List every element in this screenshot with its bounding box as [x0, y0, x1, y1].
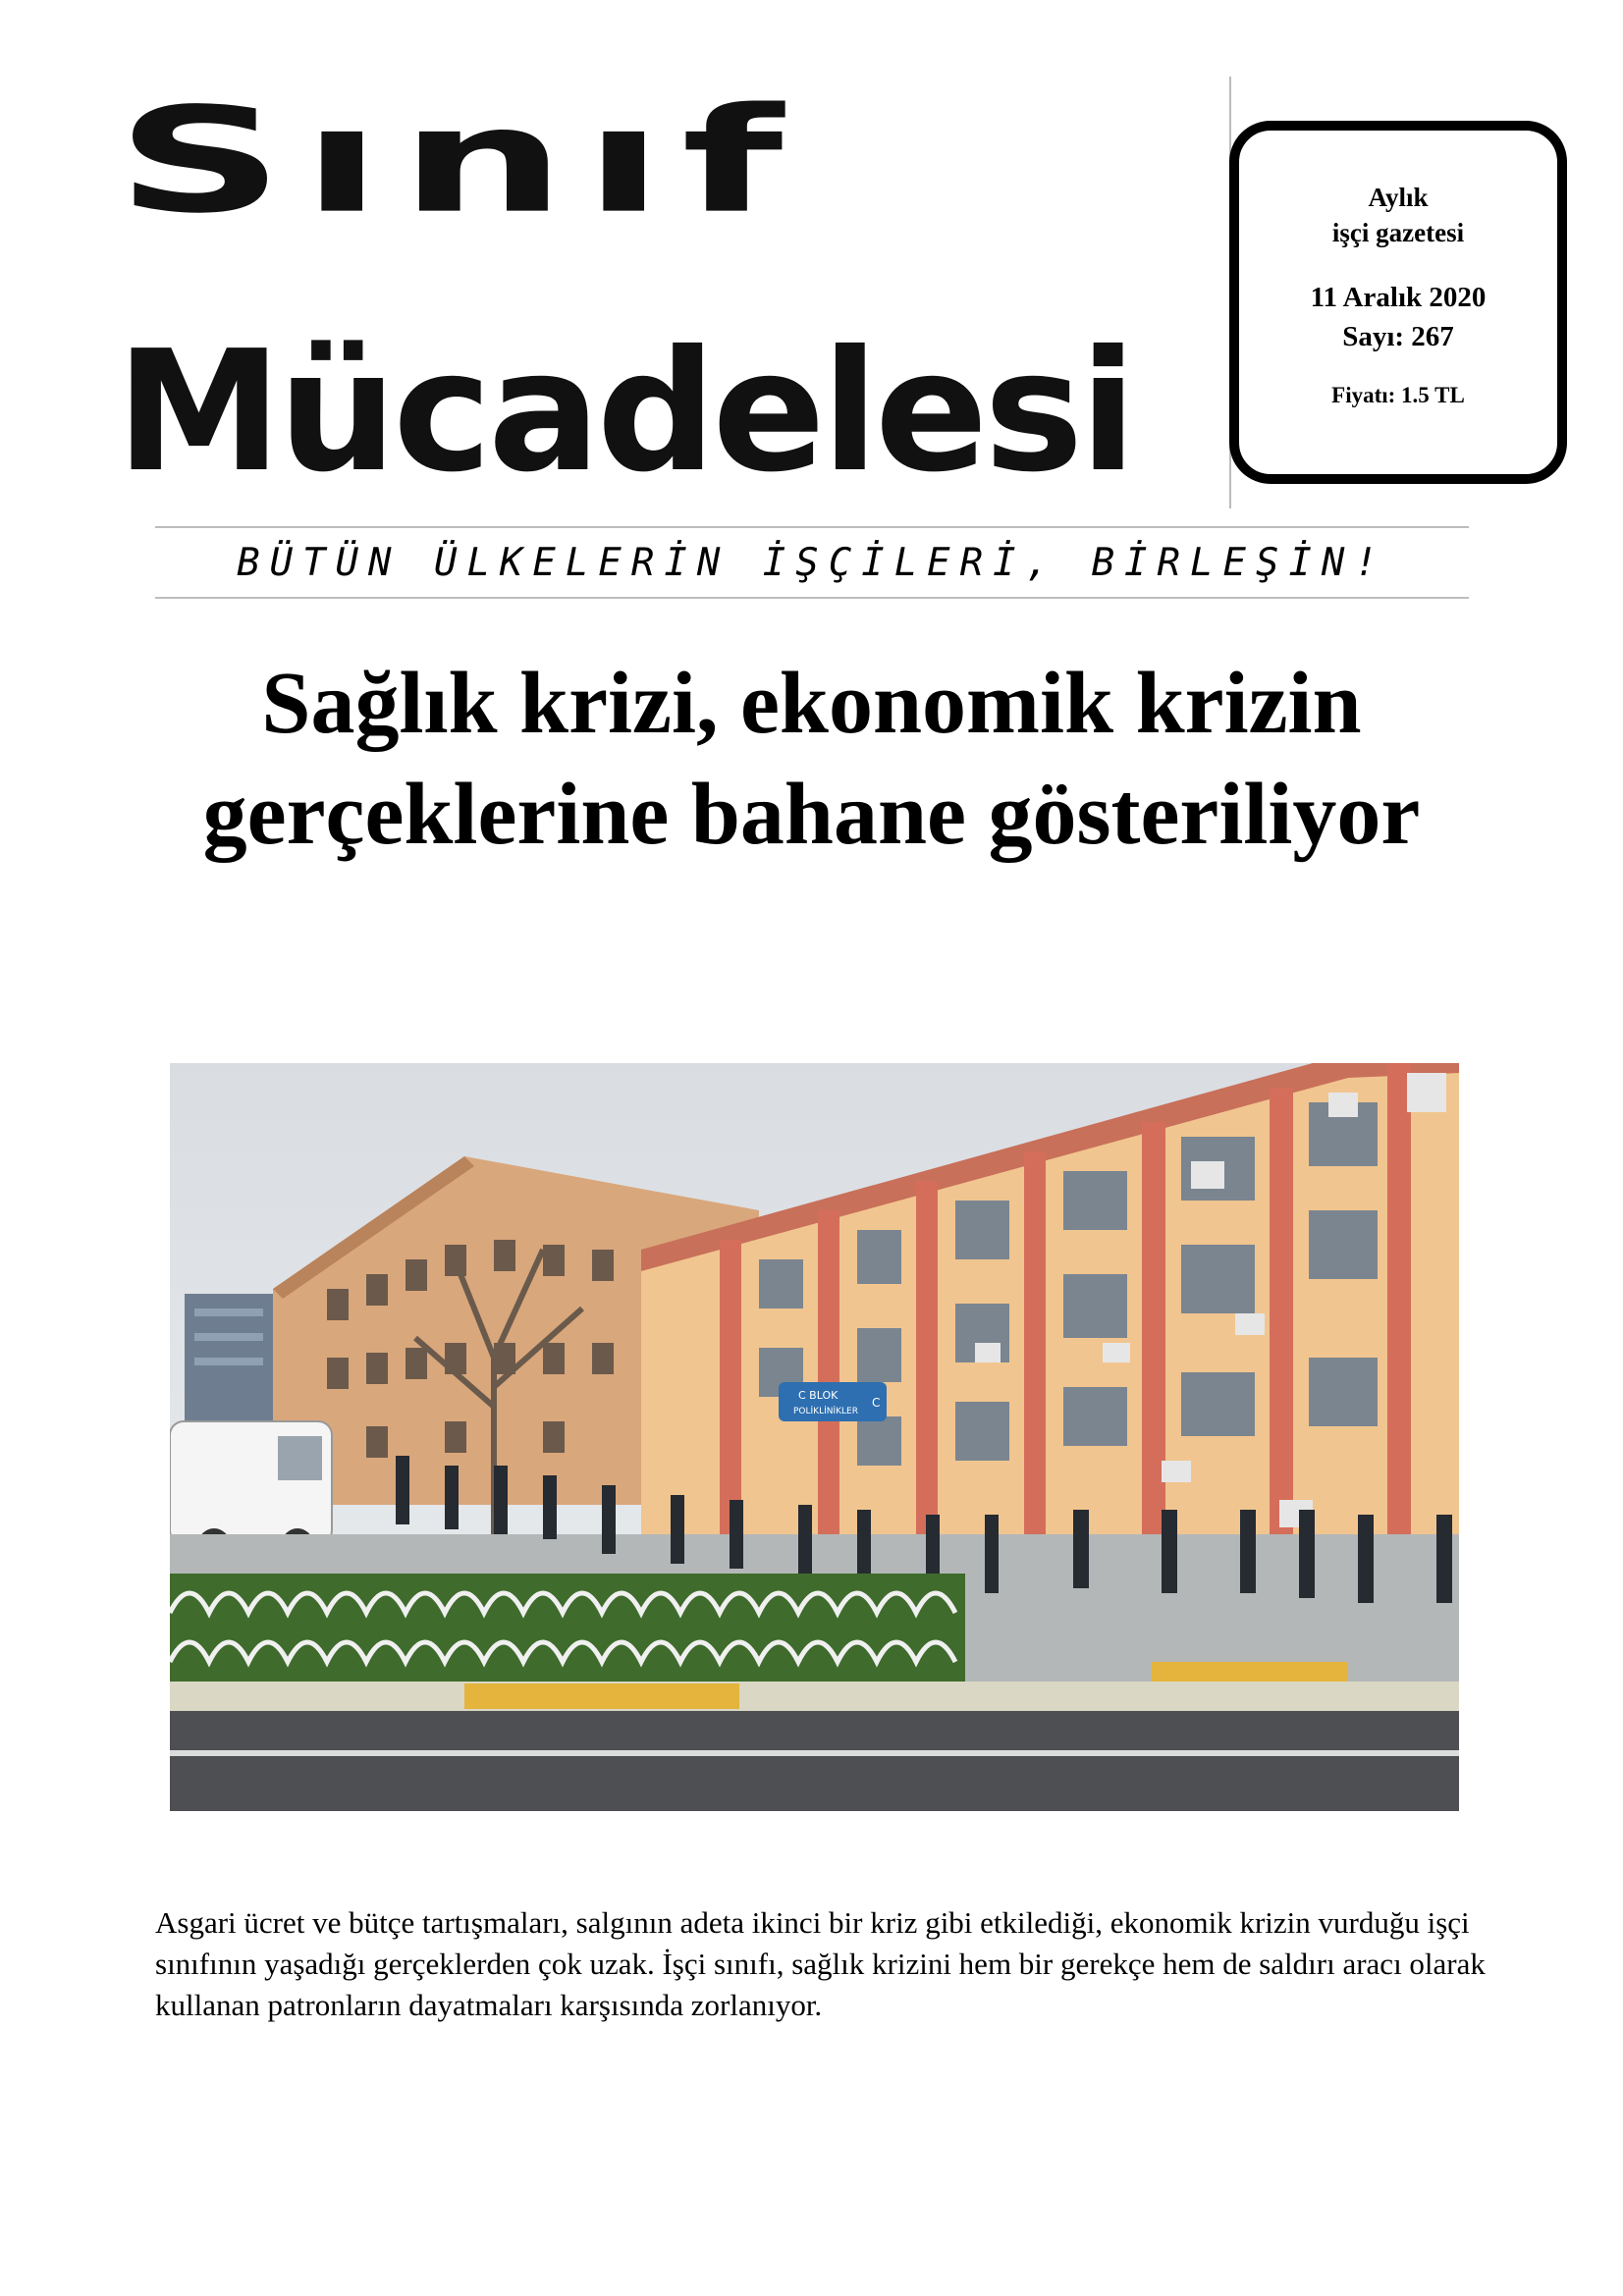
slogan: BÜTÜN ÜLKELERİN İŞÇİLERİ, BİRLEŞİN!: [237, 541, 1387, 585]
issue-price: Fiyatı: 1.5 TL: [1331, 383, 1465, 407]
sign-text-block: C BLOK: [798, 1389, 839, 1402]
slogan-bottom-rule: [155, 597, 1469, 599]
issue-number: Sayı: 267: [1342, 321, 1454, 352]
lede-paragraph: Asgari ücret ve bütçe tartışmaları, salgının adeta ikinci bir kriz gibi etkilediği, ekonomik krizin vurduğu işçi sınıfının yaşadığı gerçeklerden çok uzak. İşçi sınıfı, sağlık krizini hem bir gerekçe hem de saldırı aracı olarak kullanan patronların dayatmaları karşısında zorlanıyor.: [155, 1905, 1486, 2022]
publication-frequency: Aylık: [1368, 183, 1429, 212]
publication-kind: işçi gazetesi: [1331, 218, 1465, 247]
cover-photo-illustration: [170, 1063, 1459, 1811]
masthead-logo-line-2: Mücadelesi: [116, 315, 1133, 509]
slogan-top-rule: [155, 526, 1469, 528]
issue-info-box: [1229, 121, 1567, 484]
sign-text-clinics: POLİKLİNİKLER: [793, 1407, 858, 1416]
cover-photo: [170, 1063, 1459, 1811]
masthead-logo-line-1: Sınıf: [116, 77, 801, 245]
sign-text-c: C: [872, 1396, 881, 1410]
issue-date: 11 Aralık 2020: [1310, 282, 1487, 313]
headline: Sağlık krizi, ekonomik krizin gerçeklerine bahane gösteriliyor: [202, 655, 1421, 863]
